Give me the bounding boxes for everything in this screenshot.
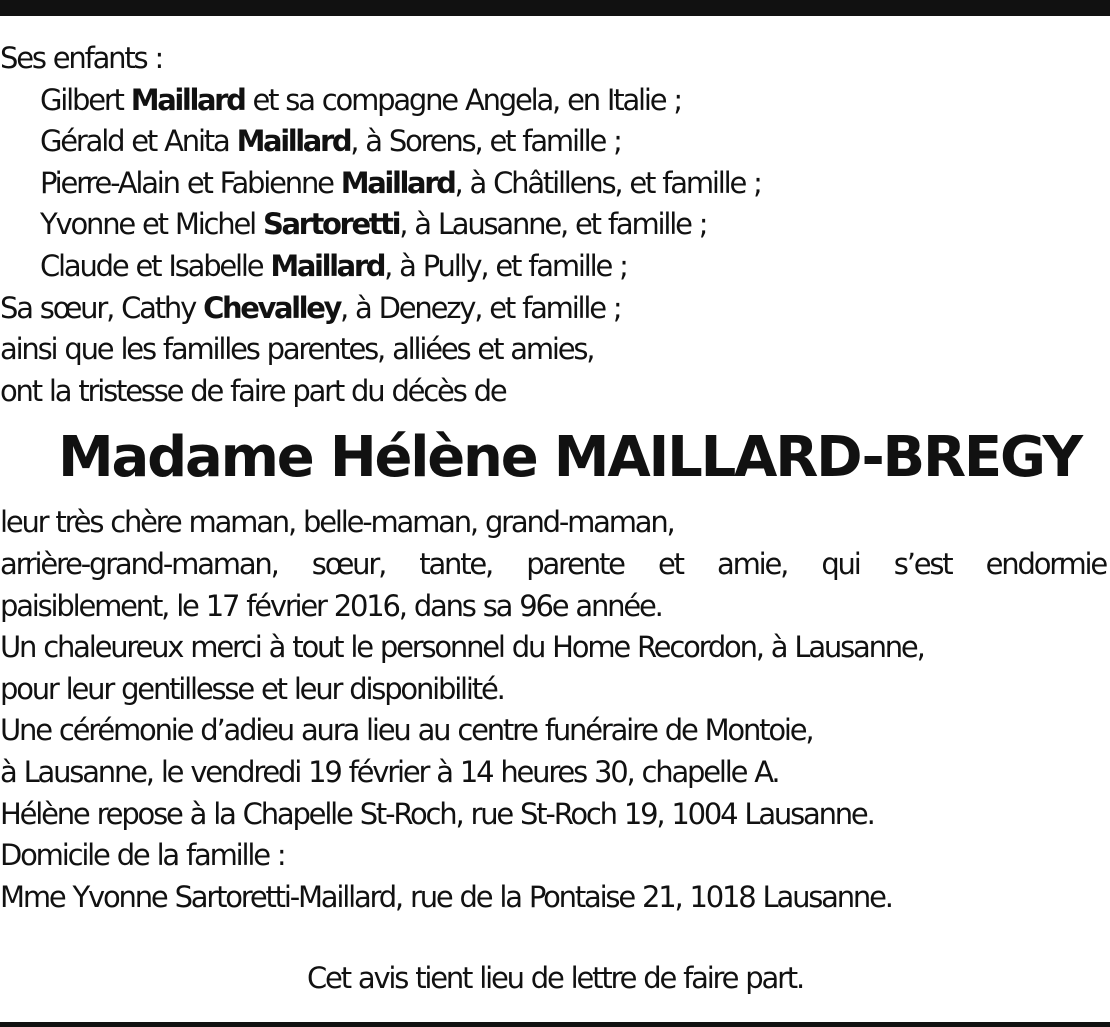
body-line: pour leur gentillesse et leur disponibilité. xyxy=(0,671,504,706)
body-line: Hélène repose à la Chapelle St-Roch, rue St-Roch 19, 1004 Lausanne. xyxy=(0,796,874,831)
body-line: Mme Yvonne Sartoretti-Maillard, rue de la Pontaise 21, 1018 Lausanne. xyxy=(0,879,892,914)
family-name: Sartoretti xyxy=(263,207,400,242)
family-name: Maillard xyxy=(236,124,351,159)
family-name: Maillard xyxy=(130,82,245,117)
child-line: Claude et Isabelle Maillard, à Pully, et famille ; xyxy=(40,248,627,283)
family-name: Maillard xyxy=(270,248,385,283)
obituary-notice xyxy=(0,38,1110,1000)
body-line: arrière-grand-maman, sœur, tante, parente et amie, qui s’est endormie xyxy=(0,546,1106,581)
body-line: à Lausanne, le vendredi 19 février à 14 heures 30, chapelle A. xyxy=(0,754,779,789)
body-line: paisiblement, le 17 février 2016, dans sa 96e année. xyxy=(0,588,662,623)
child-line: Gérald et Anita Maillard, à Sorens, et famille ; xyxy=(40,124,621,159)
body-line: Domicile de la famille : xyxy=(0,838,285,873)
family-name: Maillard xyxy=(340,165,455,200)
body-line: Une cérémonie d’adieu aura lieu au centre funéraire de Montoie, xyxy=(0,713,813,748)
intro-line: Ses enfants : xyxy=(0,41,163,75)
families-line: ainsi que les familles parentes, alliées et amies, xyxy=(0,332,594,367)
deceased-name: Madame Hélène MAILLARD-BREGY xyxy=(58,425,1081,491)
body-line: Un chaleureux merci à tout le personnel du Home Recordon, à Lausanne, xyxy=(0,630,924,665)
spacer xyxy=(0,918,1110,958)
top-rule xyxy=(0,0,1110,16)
body-line: leur très chère maman, belle-maman, grand-maman, xyxy=(0,505,674,540)
child-line: Pierre-Alain et Fabienne Maillard, à Châtillens, et famille ; xyxy=(40,165,761,200)
footer-line: Cet avis tient lieu de lettre de faire part. xyxy=(307,961,803,996)
family-name: Chevalley xyxy=(203,290,340,325)
announce-line: ont la tristesse de faire part du décès de xyxy=(0,373,506,408)
child-line: Yvonne et Michel Sartoretti, à Lausanne, et famille ; xyxy=(40,207,707,242)
sister-line: Sa sœur, Cathy Chevalley, à Denezy, et famille ; xyxy=(0,290,621,325)
bottom-rule xyxy=(0,1022,1110,1027)
child-line: Gilbert Maillard et sa compagne Angela, en Italie ; xyxy=(40,82,681,117)
